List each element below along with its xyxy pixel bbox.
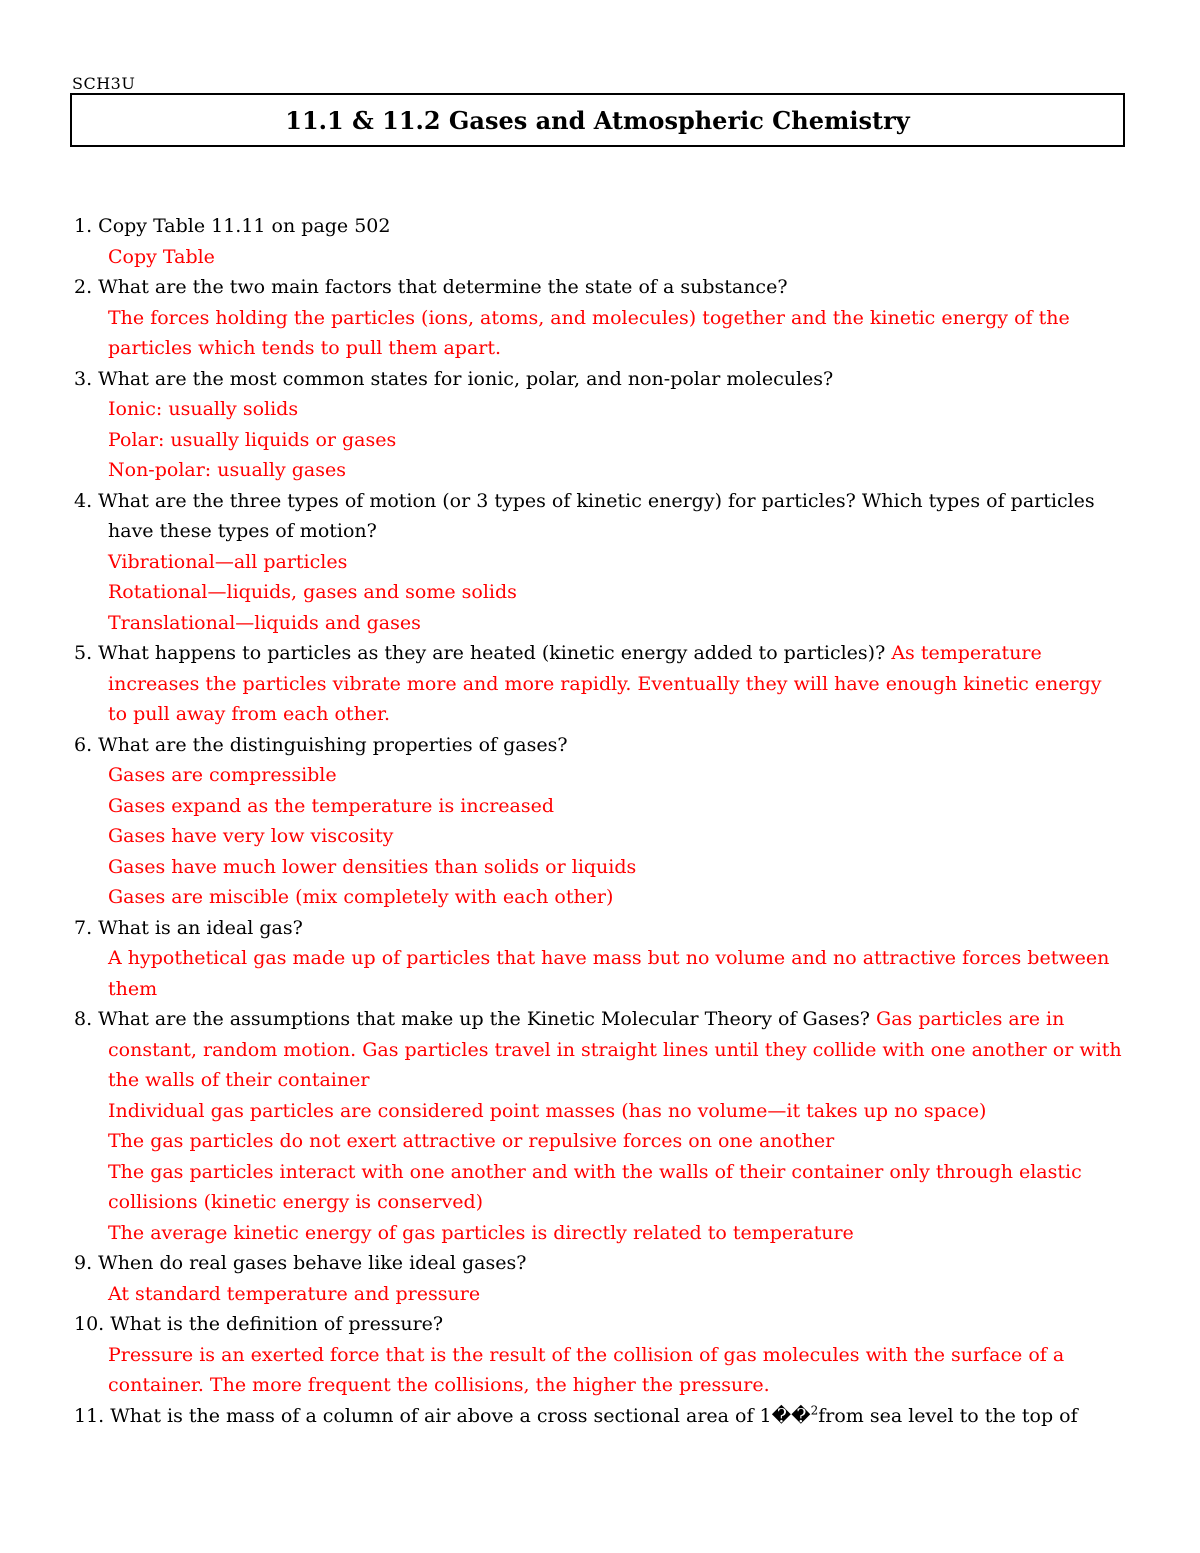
answer-line: Gases expand as the temperature is increased bbox=[108, 794, 555, 817]
question-10 bbox=[74, 1309, 1124, 1340]
course-code: SCH3U bbox=[72, 74, 136, 93]
question-1 bbox=[74, 211, 1124, 242]
question-8 bbox=[74, 1004, 1124, 1096]
question-5 bbox=[74, 638, 1124, 730]
question-text: 7. What is an ideal gas? bbox=[74, 916, 303, 939]
answer-line: Gases are miscible (mix completely with each other) bbox=[108, 886, 614, 908]
question-11 bbox=[74, 1401, 1124, 1432]
question-text: 4. What are the three types of motion (or 3 types of kinetic energy) for particles? Which types of particles have these types of motion? bbox=[74, 489, 1095, 542]
question-text: 9. When do real gases behave like ideal gases? bbox=[74, 1252, 527, 1274]
question-9 bbox=[74, 1248, 1124, 1279]
question-text-continued: from sea level to the top of bbox=[818, 1404, 1078, 1427]
question-text: 11. What is the mass of a column of air above a cross sectional area of 1�� bbox=[74, 1404, 811, 1427]
question-3 bbox=[74, 364, 1124, 395]
question-list bbox=[74, 211, 1124, 1431]
answer-line: Vibrational—all particles bbox=[108, 550, 348, 573]
question-text: 3. What are the most common states for ionic, polar, and non-polar molecules? bbox=[74, 367, 834, 390]
title-box bbox=[70, 93, 1125, 147]
question-4 bbox=[74, 486, 1124, 547]
answer-line: The gas particles interact with one another and with the walls of their container only through elastic collisions (kinetic energy is conserved) bbox=[108, 1160, 1082, 1213]
answer-line: A hypothetical gas made up of particles that have mass but no volume and no attractive forces between them bbox=[108, 947, 1110, 1000]
answer-line: Gases have very low viscosity bbox=[108, 825, 394, 847]
answer-line: Polar: usually liquids or gases bbox=[108, 428, 397, 451]
question-7 bbox=[74, 913, 1124, 944]
question-text: 8. What are the assumptions that make up the Kinetic Molecular Theory of Gases? bbox=[74, 1008, 870, 1030]
answer-line: Translational—liquids and gases bbox=[108, 611, 421, 634]
answer-line: Non-polar: usually gases bbox=[108, 459, 346, 481]
answer-line: Rotational—liquids, gases and some solids bbox=[108, 581, 517, 603]
superscript: 2 bbox=[810, 1403, 819, 1418]
question-text: 5. What happens to particles as they are heated (kinetic energy added to particles)? bbox=[74, 642, 886, 664]
answer-line: The gas particles do not exert attractive or repulsive forces on one another bbox=[108, 1130, 835, 1152]
question-text: 6. What are the distinguishing properties of gases? bbox=[74, 733, 568, 756]
answer-line: Copy Table bbox=[108, 245, 215, 268]
question-text: 2. What are the two main factors that determine the state of a substance? bbox=[74, 276, 788, 298]
answer-line: The forces holding the particles (ions, atoms, and molecules) together and the kinetic energy of the particles which tends to pull them apart. bbox=[108, 306, 1070, 359]
question-6 bbox=[74, 730, 1124, 761]
answer-line: The average kinetic energy of gas particles is directly related to temperature bbox=[108, 1221, 854, 1244]
answer-line: Gases have much lower densities than solids or liquids bbox=[108, 855, 637, 878]
question-text: 10. What is the definition of pressure? bbox=[74, 1313, 444, 1335]
answer-line: Pressure is an exerted force that is the result of the collision of gas molecules with the surface of a container. The more frequent the collisions, the higher the pressure. bbox=[108, 1343, 1065, 1396]
page-title: 11.1 & 11.2 Gases and Atmospheric Chemistry bbox=[285, 105, 910, 135]
question-text: 1. Copy Table 11.11 on page 502 bbox=[74, 215, 391, 237]
answer-line: At standard temperature and pressure bbox=[108, 1282, 481, 1305]
answer-line: Individual gas particles are considered point masses (has no volume—it takes up no space) bbox=[108, 1099, 987, 1122]
answer-line: Gases are compressible bbox=[108, 764, 337, 786]
inline-answer: As temperature increases the particles vibrate more and more rapidly. Eventually they will have enough kinetic energy to pull away from each other. bbox=[108, 642, 1102, 725]
question-2 bbox=[74, 272, 1124, 303]
inline-answer: Gas particles are in constant, random motion. Gas particles travel in straight lines until they collide with one another or with the walls of their container bbox=[108, 1008, 1122, 1091]
answer-line: Ionic: usually solids bbox=[108, 398, 299, 420]
